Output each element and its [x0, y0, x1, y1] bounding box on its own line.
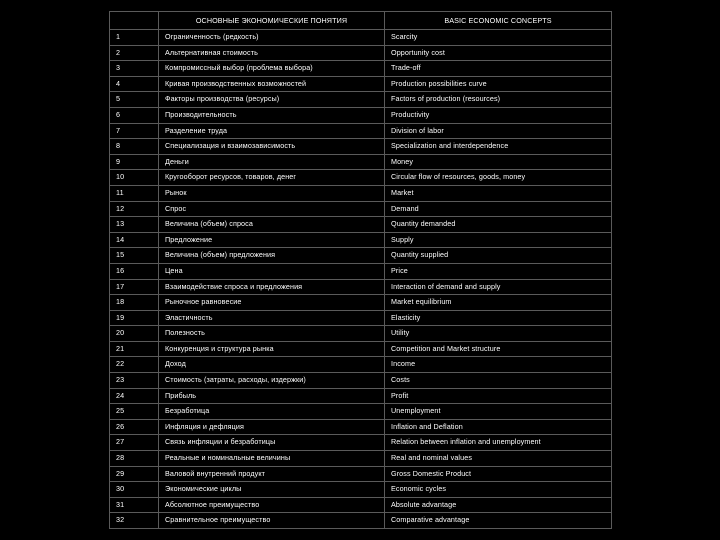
- table-row: [110, 388, 612, 404]
- table-row: [110, 404, 612, 420]
- row-russian-term-cell: Конкуренция и структура рынка: [159, 341, 385, 357]
- row-russian-term-cell: Компромиссный выбор (проблема выбора): [159, 61, 385, 77]
- row-russian-term-cell: Рынок: [159, 185, 385, 201]
- table-body: [110, 30, 612, 529]
- row-english-term-cell: Division of labor: [385, 123, 612, 139]
- table-row: [110, 61, 612, 77]
- row-english-term-cell: Market equilibrium: [385, 295, 612, 311]
- row-english-term-cell: Quantity supplied: [385, 248, 612, 264]
- row-english-term-cell: Comparative advantage: [385, 513, 612, 529]
- row-russian-term-cell: Предложение: [159, 232, 385, 248]
- row-number-cell: 11: [110, 185, 159, 201]
- row-number-cell: 12: [110, 201, 159, 217]
- table-row: [110, 497, 612, 513]
- row-english-term-cell: Competition and Market structure: [385, 341, 612, 357]
- row-number-cell: 5: [110, 92, 159, 108]
- row-number-cell: 22: [110, 357, 159, 373]
- row-russian-term-cell: Факторы производства (ресурсы): [159, 92, 385, 108]
- row-number-cell: 16: [110, 263, 159, 279]
- row-number-cell: 27: [110, 435, 159, 451]
- row-number-cell: 21: [110, 341, 159, 357]
- row-english-term-cell: Production possibilities curve: [385, 76, 612, 92]
- row-russian-term-cell: Реальные и номинальные величины: [159, 451, 385, 467]
- table-row: [110, 466, 612, 482]
- table-row: [110, 30, 612, 46]
- row-english-term-cell: Real and nominal values: [385, 451, 612, 467]
- row-english-term-cell: Factors of production (resources): [385, 92, 612, 108]
- row-english-term-cell: Utility: [385, 326, 612, 342]
- table-header: [110, 12, 612, 30]
- table-row: [110, 310, 612, 326]
- row-number-cell: 18: [110, 295, 159, 311]
- table-row: [110, 341, 612, 357]
- table-row: [110, 154, 612, 170]
- row-russian-term-cell: Валовой внутренний продукт: [159, 466, 385, 482]
- row-english-term-cell: Demand: [385, 201, 612, 217]
- row-number-cell: 7: [110, 123, 159, 139]
- row-number-cell: 13: [110, 217, 159, 233]
- table-row: [110, 451, 612, 467]
- row-number-cell: 31: [110, 497, 159, 513]
- header-russian-cell: ОСНОВНЫЕ ЭКОНОМИЧЕСКИЕ ПОНЯТИЯ: [159, 12, 385, 30]
- row-russian-term-cell: Производительность: [159, 107, 385, 123]
- row-russian-term-cell: Спрос: [159, 201, 385, 217]
- row-number-cell: 9: [110, 154, 159, 170]
- row-russian-term-cell: Альтернативная стоимость: [159, 45, 385, 61]
- row-russian-term-cell: Величина (объем) спроса: [159, 217, 385, 233]
- row-russian-term-cell: Кругооборот ресурсов, товаров, денег: [159, 170, 385, 186]
- row-russian-term-cell: Цена: [159, 263, 385, 279]
- table-row: [110, 248, 612, 264]
- header-english-cell: BASIC ECONOMIC CONCEPTS: [385, 12, 612, 30]
- row-russian-term-cell: Связь инфляции и безработицы: [159, 435, 385, 451]
- row-english-term-cell: Productivity: [385, 107, 612, 123]
- table-row: [110, 263, 612, 279]
- row-number-cell: 4: [110, 76, 159, 92]
- row-number-cell: 1: [110, 30, 159, 46]
- table-row: [110, 295, 612, 311]
- row-english-term-cell: Specialization and interdependence: [385, 139, 612, 155]
- row-number-cell: 17: [110, 279, 159, 295]
- row-english-term-cell: Relation between inflation and unemployment: [385, 435, 612, 451]
- row-number-cell: 23: [110, 373, 159, 389]
- table-row: [110, 232, 612, 248]
- row-number-cell: 8: [110, 139, 159, 155]
- row-number-cell: 24: [110, 388, 159, 404]
- row-number-cell: 32: [110, 513, 159, 529]
- table-row: [110, 419, 612, 435]
- row-number-cell: 26: [110, 419, 159, 435]
- row-number-cell: 28: [110, 451, 159, 467]
- row-english-term-cell: Elasticity: [385, 310, 612, 326]
- header-number-cell: [110, 12, 159, 30]
- row-russian-term-cell: Доход: [159, 357, 385, 373]
- table-row: [110, 170, 612, 186]
- row-number-cell: 20: [110, 326, 159, 342]
- row-russian-term-cell: Прибыль: [159, 388, 385, 404]
- table-row: [110, 201, 612, 217]
- row-russian-term-cell: Абсолютное преимущество: [159, 497, 385, 513]
- row-english-term-cell: Circular flow of resources, goods, money: [385, 170, 612, 186]
- row-english-term-cell: Absolute advantage: [385, 497, 612, 513]
- row-number-cell: 25: [110, 404, 159, 420]
- row-english-term-cell: Market: [385, 185, 612, 201]
- row-english-term-cell: Trade-off: [385, 61, 612, 77]
- row-russian-term-cell: Стоимость (затраты, расходы, издержки): [159, 373, 385, 389]
- row-russian-term-cell: Полезность: [159, 326, 385, 342]
- row-number-cell: 3: [110, 61, 159, 77]
- table-row: [110, 217, 612, 233]
- row-number-cell: 30: [110, 482, 159, 498]
- row-russian-term-cell: Кривая производственных возможностей: [159, 76, 385, 92]
- row-english-term-cell: Quantity demanded: [385, 217, 612, 233]
- row-russian-term-cell: Деньги: [159, 154, 385, 170]
- table-row: [110, 45, 612, 61]
- row-english-term-cell: Price: [385, 263, 612, 279]
- table-row: [110, 123, 612, 139]
- row-english-term-cell: Opportunity cost: [385, 45, 612, 61]
- table-row: [110, 76, 612, 92]
- row-number-cell: 6: [110, 107, 159, 123]
- table-row: [110, 185, 612, 201]
- row-number-cell: 29: [110, 466, 159, 482]
- row-russian-term-cell: Специализация и взаимозависимость: [159, 139, 385, 155]
- table-row: [110, 373, 612, 389]
- table-row: [110, 279, 612, 295]
- row-english-term-cell: Costs: [385, 373, 612, 389]
- row-russian-term-cell: Эластичность: [159, 310, 385, 326]
- table-row: [110, 139, 612, 155]
- row-russian-term-cell: Рыночное равновесие: [159, 295, 385, 311]
- row-russian-term-cell: Сравнительное преимущество: [159, 513, 385, 529]
- row-russian-term-cell: Безработица: [159, 404, 385, 420]
- row-number-cell: 15: [110, 248, 159, 264]
- row-russian-term-cell: Взаимодействие спроса и предложения: [159, 279, 385, 295]
- table-row: [110, 357, 612, 373]
- row-english-term-cell: Economic cycles: [385, 482, 612, 498]
- row-russian-term-cell: Ограниченность (редкость): [159, 30, 385, 46]
- table-row: [110, 326, 612, 342]
- header-row: [110, 12, 612, 30]
- row-english-term-cell: Unemployment: [385, 404, 612, 420]
- table-row: [110, 435, 612, 451]
- concepts-table: [109, 11, 612, 529]
- table-row: [110, 482, 612, 498]
- row-number-cell: 14: [110, 232, 159, 248]
- row-english-term-cell: Money: [385, 154, 612, 170]
- row-russian-term-cell: Величина (объем) предложения: [159, 248, 385, 264]
- row-english-term-cell: Profit: [385, 388, 612, 404]
- row-number-cell: 2: [110, 45, 159, 61]
- row-english-term-cell: Inflation and Deflation: [385, 419, 612, 435]
- row-english-term-cell: Supply: [385, 232, 612, 248]
- row-number-cell: 19: [110, 310, 159, 326]
- table-row: [110, 513, 612, 529]
- row-english-term-cell: Interaction of demand and supply: [385, 279, 612, 295]
- row-english-term-cell: Gross Domestic Product: [385, 466, 612, 482]
- table-row: [110, 92, 612, 108]
- table-row: [110, 107, 612, 123]
- row-number-cell: 10: [110, 170, 159, 186]
- row-english-term-cell: Scarcity: [385, 30, 612, 46]
- row-russian-term-cell: Инфляция и дефляция: [159, 419, 385, 435]
- row-russian-term-cell: Экономические циклы: [159, 482, 385, 498]
- row-english-term-cell: Income: [385, 357, 612, 373]
- row-russian-term-cell: Разделение труда: [159, 123, 385, 139]
